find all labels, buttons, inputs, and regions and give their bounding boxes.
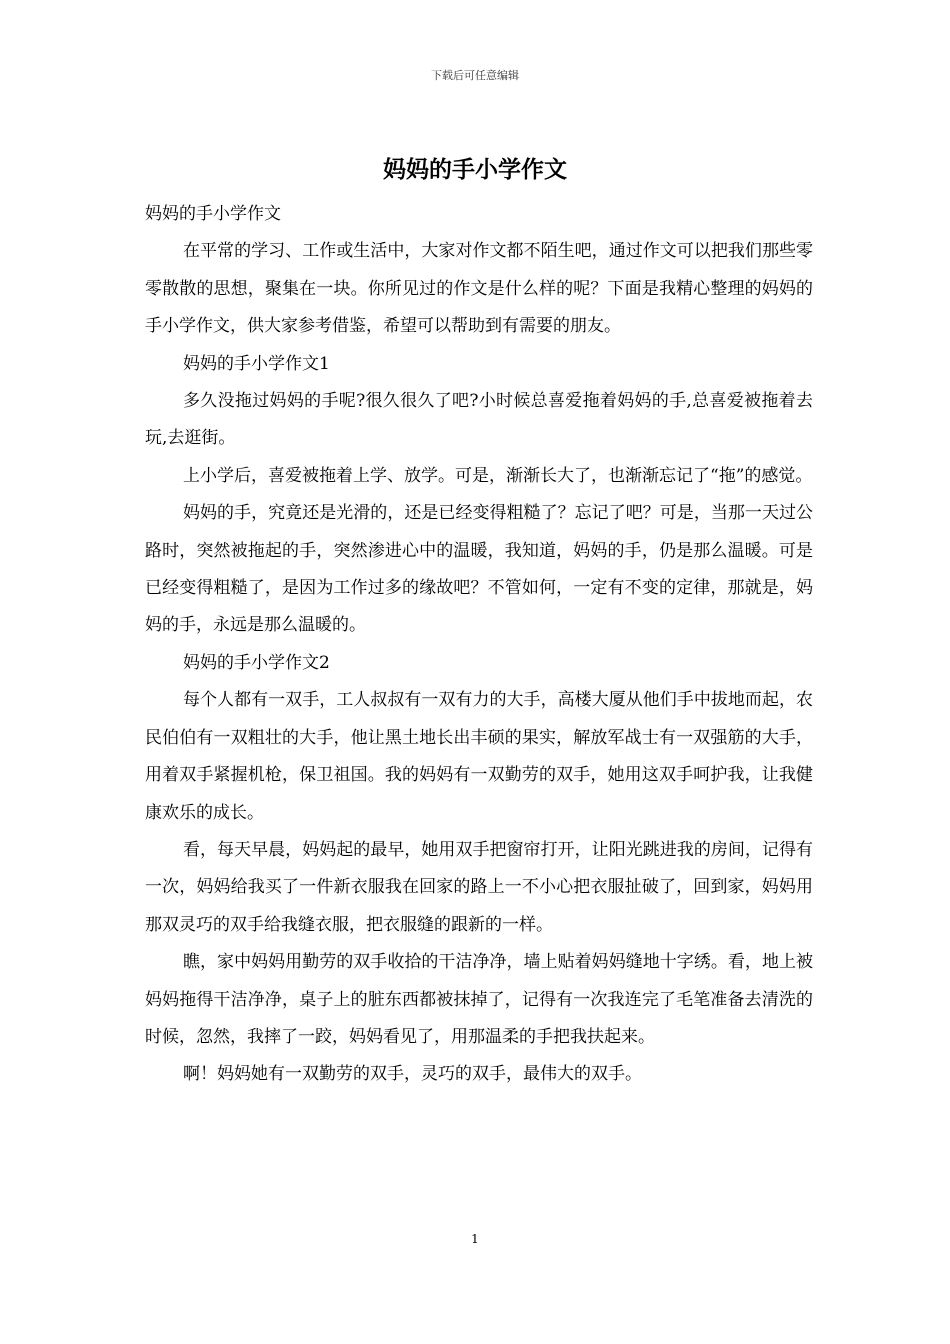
paragraph: 每个人都有一双手，工人叔叔有一双有力的大手，高楼大厦从他们手中拔地而起，农民伯伯有一双粗壮的大手，他让黑土地长出丰硕的果实，解放军战士有一双强筋的大手，用着双手紧握机枪，保卫祖国。我的妈妈有一双勤劳的双手，她用这双手呵护我，让我健康欢乐的成长。 xyxy=(145,690,813,823)
document-title: 妈妈的手小学作文 xyxy=(383,156,567,183)
paragraph: 看，每天早晨，妈妈起的最早，她用双手把窗帘打开，让阳光跳进我的房间，记得有一次，妈妈给我买了一件新衣服我在回家的路上一不小心把衣服扯破了，回到家，妈妈用那双灵巧的双手给我缝衣服，把衣服缝的跟新的一样。 xyxy=(145,839,813,935)
header-note: 下载后可任意编辑 xyxy=(431,69,519,82)
section-heading: 妈妈的手小学作文2 xyxy=(183,652,330,673)
section-heading: 妈妈的手小学作文1 xyxy=(183,353,330,374)
paragraph: 妈妈的手，究竟还是光滑的，还是已经变得粗糙了？忘记了吧？可是，当那一天过公路时，突然被拖起的手，突然渗进心中的温暖，我知道，妈妈的手，仍是那么温暖。可是已经变得粗糙了，是因为工作过多的缘故吧？不管如何，一定有不变的定律，那就是，妈妈的手，永远是那么温暖的。 xyxy=(145,503,813,636)
page-number: 1 xyxy=(471,1232,479,1246)
document-body xyxy=(145,196,813,1094)
paragraph: 上小学后，喜爱被拖着上学、放学。可是，渐渐长大了，也渐渐忘记了“拖”的感觉。 xyxy=(183,465,813,486)
paragraph: 在平常的学习、工作或生活中，大家对作文都不陌生吧，通过作文可以把我们那些零零散散的思想，聚集在一块。你所见过的作文是什么样的呢？下面是我精心整理的妈妈的手小学作文，供大家参考借鉴，希望可以帮助到有需要的朋友。 xyxy=(145,241,813,337)
paragraph: 啊！妈妈她有一双勤劳的双手，灵巧的双手，最伟大的双手。 xyxy=(183,1064,642,1085)
paragraph: 多久没拖过妈妈的手呢?很久很久了吧?小时候总喜爱拖着妈妈的手,总喜爱被拖着去玩,去逛街。 xyxy=(145,391,813,449)
paragraph: 瞧，家中妈妈用勤劳的双手收拾的干洁净净，墙上贴着妈妈缝地十字绣。看，地上被妈妈拖得干洁净净，桌子上的脏东西都被抹掉了，记得有一次我连完了毛笔准备去清洗的时候，忽然，我摔了一跤，妈妈看见了，用那温柔的手把我扶起来。 xyxy=(145,952,813,1047)
paragraph: 妈妈的手小学作文 xyxy=(145,204,281,224)
